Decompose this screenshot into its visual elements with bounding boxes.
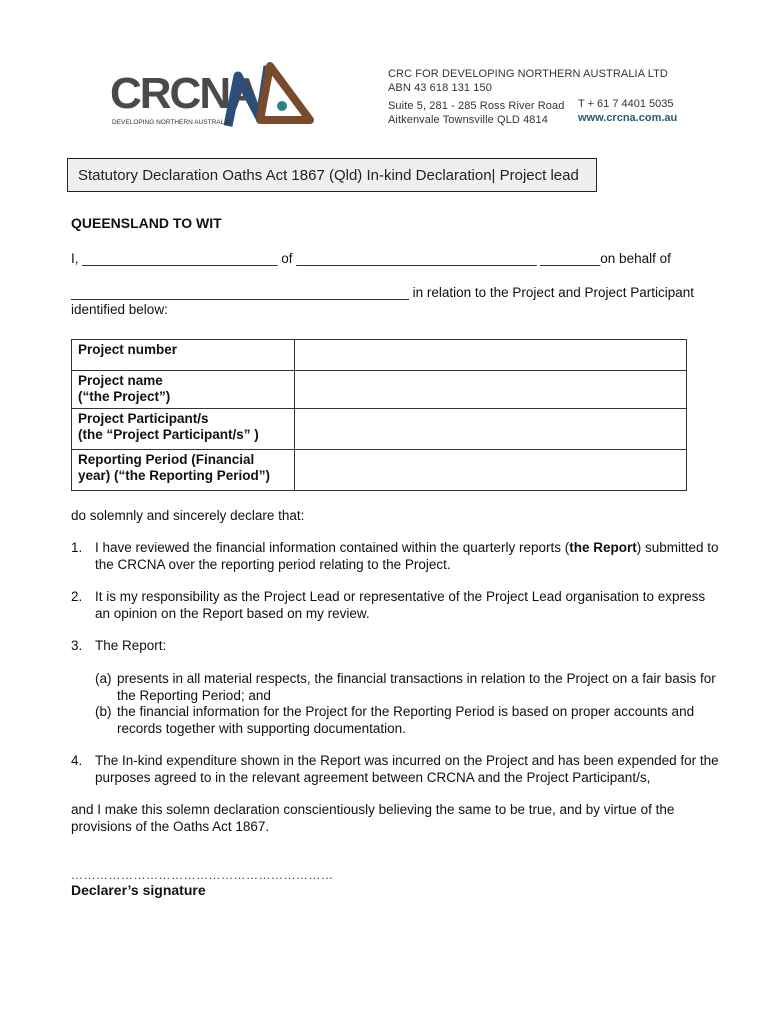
address-line1: Suite 5, 281 - 285 Ross River Road (388, 100, 565, 112)
table-row (72, 450, 687, 491)
signature-label: Declarer’s signature (71, 882, 206, 898)
table-row (72, 409, 687, 450)
logo-subtext: DEVELOPING NORTHERN AUSTRALIA (112, 119, 231, 126)
intro-line-2: _____________________________________________ in relation to the Project and Project Participant (71, 285, 695, 300)
sub-item-b: (b) the financial information for the Project for the Reporting Period is based on proper accounts and records together with supporting documentation. (95, 704, 695, 736)
document-title (67, 158, 597, 192)
project-number-field[interactable] (295, 340, 687, 371)
list-item: 4. The In-kind expenditure shown in the Report was incurred on the Project and has been expended for the purposes agreed to in the relevant agreement between CRCNA and the Project Participant/s, (71, 753, 719, 785)
reporting-period-field[interactable] (295, 450, 687, 491)
document-title-text: Statutory Declaration Oaths Act 1867 (Qld) In-kind Declaration| Project lead (78, 166, 579, 184)
address-line2: Aitkenvale Townsville QLD 4814 (388, 114, 548, 126)
crcna-logo (110, 58, 325, 128)
declare-intro: do solemnly and sincerely declare that: (71, 508, 305, 523)
sub-item-a: (a) presents in all material respects, the financial transactions in relation to the Project on a fair basis for the Reporting Period; and (95, 671, 716, 703)
list-item: 3. The Report: (71, 638, 167, 653)
project-name-label: Project name (“the Project”) (72, 371, 295, 409)
logo-text: CRCNA (110, 69, 259, 118)
intro-line-1: I, __________________________ of ________________________________ ________on behalf of (71, 251, 671, 266)
list-item: 1. I have reviewed the financial information contained within the quarterly reports (the Report) submitted to the CRCNA over the reporting period relating to the Project. (71, 540, 719, 572)
phone: T + 61 7 4401 5035 (578, 98, 674, 110)
project-number-label: Project number (72, 340, 295, 371)
list-item: 2. It is my responsibility as the Project Lead or representative of the Project Lead organisation to express an opinion on the Report based on my review. (71, 589, 706, 621)
table-row (72, 340, 687, 371)
abn: ABN 43 618 131 150 (388, 82, 492, 94)
table-row (72, 371, 687, 409)
project-details-table (71, 339, 687, 491)
state-heading: QUEENSLAND TO WIT (71, 215, 222, 231)
project-name-field[interactable] (295, 371, 687, 409)
reporting-period-label: Reporting Period (Financial year) (“the Reporting Period”) (72, 450, 295, 491)
org-name: CRC FOR DEVELOPING NORTHERN AUSTRALIA LTD (388, 68, 668, 80)
signature-line[interactable]: ……………………………………………………… (71, 868, 334, 882)
intro-line-3: identified below: (71, 302, 168, 317)
website-link[interactable]: www.crcna.com.au (578, 112, 678, 124)
closing-statement: and I make this solemn declaration conscientiously believing the same to be true, and by virtue of the provisions of the Oaths Act 1867. (71, 802, 675, 834)
project-participants-label: Project Participant/s (the “Project Participant/s” ) (72, 409, 295, 450)
project-participants-field[interactable] (295, 409, 687, 450)
contact-details (578, 97, 677, 125)
